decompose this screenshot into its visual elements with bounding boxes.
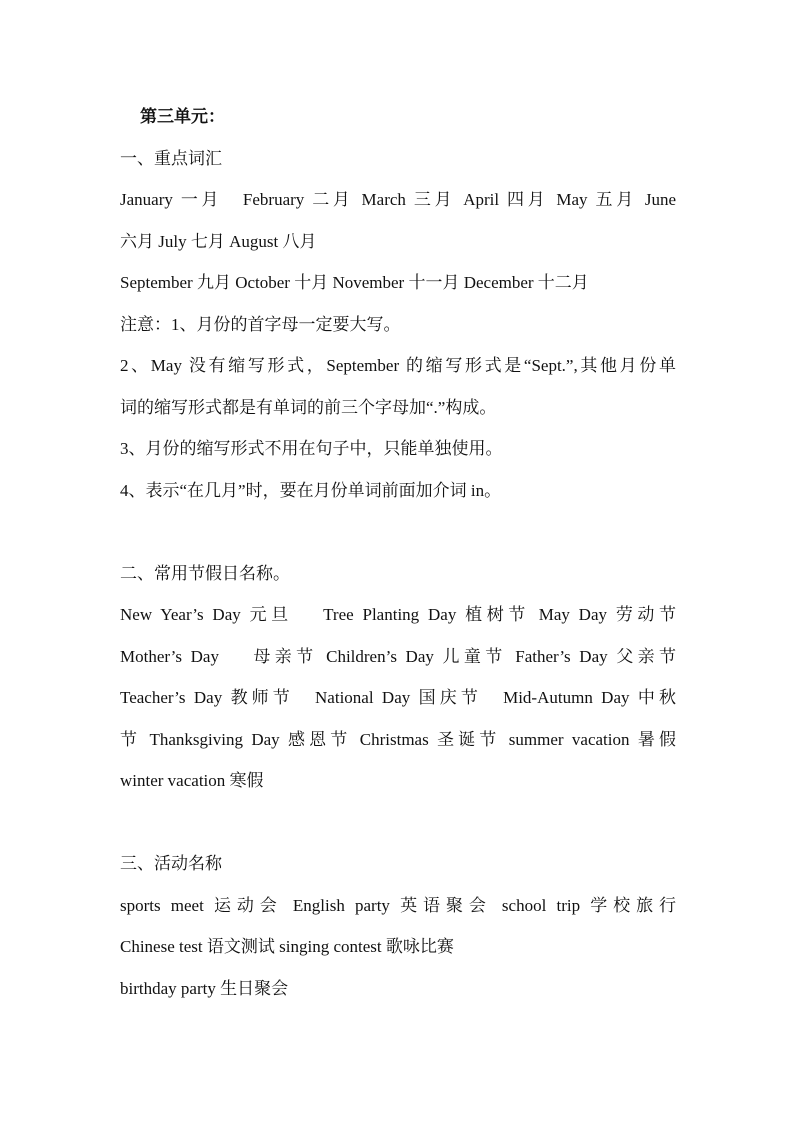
text-line: 节 Thanksgiving Day 感恩节 Christmas 圣诞节 summer vacation 暑假 xyxy=(120,729,676,749)
text-line: 3、月份的缩写形式不用在句子中，只能单独使用。 xyxy=(120,439,503,458)
text-line: New Year’s Day 元旦 Tree Planting Day 植树节 May Day 劳动节 xyxy=(120,605,676,624)
section-heading-vocabulary: 一、重点词汇 xyxy=(120,148,222,168)
text-line: birthday party 生日聚会 xyxy=(120,978,289,998)
blank-line xyxy=(120,511,676,553)
text-line: Mother’s Day 母亲节 Children’s Day 儿童节 Father’s Day 父亲节 xyxy=(120,646,676,666)
section-heading-holidays: 二、常用节假日名称。 xyxy=(120,563,290,583)
text-line: 词的缩写形式都是有单词的前三个字母加“.”构成。 xyxy=(120,397,497,417)
text-line: Chinese test 语文测试 singing contest 歌咏比赛 xyxy=(120,937,454,956)
text-line: January 一月 February 二月 March 三月 April 四月 May 五月 June xyxy=(120,190,676,209)
section-heading-activities: 三、活动名称 xyxy=(120,854,222,873)
text-line: Teacher’s Day 教师节 National Day 国庆节 Mid-Autumn Day 中秋 xyxy=(120,688,676,707)
text-line: 4、表示“在几月”时，要在月份单词前面加介词 in。 xyxy=(120,480,502,500)
text-line: September 九月 October 十月 November 十一月 December 十二月 xyxy=(120,273,589,292)
text-line: 2、May 没有缩写形式，September 的缩写形式是“Sept.”,其他月份单 xyxy=(120,356,676,375)
unit-title: 第三单元： xyxy=(140,107,225,126)
text-line: winter vacation 寒假 xyxy=(120,771,264,790)
blank-line xyxy=(120,802,676,844)
document-page xyxy=(120,96,676,1009)
text-line: 六月 July 七月 August 八月 xyxy=(120,231,317,251)
text-line: 注意：1、月份的首字母一定要大写。 xyxy=(120,314,401,334)
text-line: sports meet 运动会 English party 英语聚会 school trip 学校旅行 xyxy=(120,895,676,915)
